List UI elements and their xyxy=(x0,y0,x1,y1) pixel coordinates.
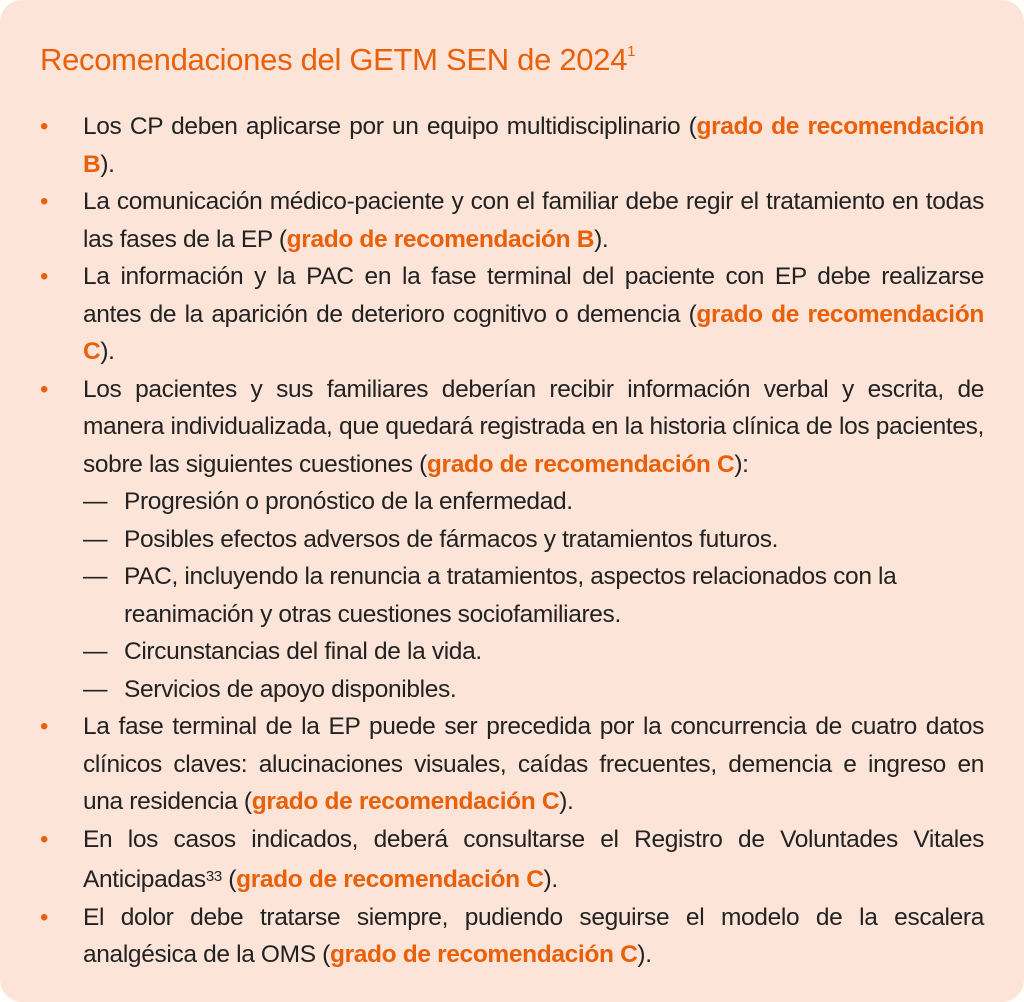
bullet-icon: • xyxy=(40,825,49,853)
sub-list-item: — Progresión o pronóstico de la enfermedad. xyxy=(83,483,984,521)
sub-list-item: — Servicios de apoyo disponibles. xyxy=(83,671,984,709)
recommendation-grade: grado de recomendación B xyxy=(83,113,984,178)
list-item: • La información y la PAC en la fase terminal del paciente con EP debe realizarse antes de la aparición de deterioro cognitivo o demencia (grado de recomendación C). xyxy=(40,258,984,371)
bullet-icon: • xyxy=(40,375,49,403)
bullet-icon: • xyxy=(40,263,49,290)
bullet-icon: • xyxy=(40,113,49,140)
list-item: • Los CP deben aplicarse por un equipo multidisciplinario (grado de recomendación B). xyxy=(40,108,984,183)
citation-reference: 33 xyxy=(205,868,222,885)
dash-icon: — xyxy=(83,563,108,590)
list-item: • Los pacientes y sus familiares deberían recibir información verbal y escrita, de manera individualizada, que quedará registrada en la historia clínica de los pacientes, sobre las siguientes cuestiones (grado de recomendación C): — Progresión o pronóstico de la enfermedad. — Posibles efectos adversos de fármacos y tratamientos futuros. — PAC, incluyendo la renuncia a tratamientos, aspectos relacionados con la reanimación y otras cuestiones sociofamiliares. — Circunstancias del final de la vida. — Servicios de apoyo disponibles. xyxy=(40,371,984,709)
title-reference: 1 xyxy=(627,43,636,60)
dash-icon: — xyxy=(83,488,108,515)
dash-icon: — xyxy=(83,638,108,665)
box-title: Recomendaciones del GETM SEN de 2024$^1$ xyxy=(40,42,636,77)
list-item: • La fase terminal de la EP puede ser precedida por la concurrencia de cuatro datos clínicos claves: alucinaciones visuales, caídas frecuentes, demencia e ingreso en una residencia (grado de recomendación C). xyxy=(40,708,984,821)
bullet-icon: • xyxy=(40,713,49,740)
recommendation-grade: grado de recomendación B xyxy=(286,225,595,253)
bullet-icon: • xyxy=(40,903,49,931)
recommendation-grade: grado de recomendación C xyxy=(83,300,984,365)
sub-list-item: — PAC, incluyendo la renuncia a tratamientos, aspectos relacionados con la reanimación y otras cuestiones sociofamiliares. xyxy=(83,558,984,633)
list-item: • El dolor debe tratarse siempre, pudiendo seguirse el modelo de la escalera analgésica de la OMS (grado de recomendación C). xyxy=(40,899,984,974)
recommendation-grade: grado de recomendación C xyxy=(426,450,735,478)
list-item: • En los casos indicados, deberá consultarse el Registro de Voluntades Vitales Anticipadas$^{33}$ (grado de recomendación C). xyxy=(40,821,984,899)
sub-list xyxy=(83,483,984,708)
sub-list-item: — Posibles efectos adversos de fármacos y tratamientos futuros. xyxy=(83,521,984,559)
recommendation-grade: grado de recomendación C xyxy=(251,788,560,815)
dash-icon: — xyxy=(83,525,108,553)
bullet-icon: • xyxy=(40,188,49,215)
sub-list-item: — Circunstancias del final de la vida. xyxy=(83,633,984,671)
recommendation-grade: grado de recomendación C xyxy=(329,941,638,968)
list-item: • La comunicación médico-paciente y con el familiar debe regir el tratamiento en todas las fases de la EP (grado de recomendación B). xyxy=(40,183,984,258)
dash-icon: — xyxy=(83,675,108,703)
recommendation-grade: grado de recomendación C xyxy=(236,866,544,893)
recommendation-list xyxy=(40,108,984,974)
